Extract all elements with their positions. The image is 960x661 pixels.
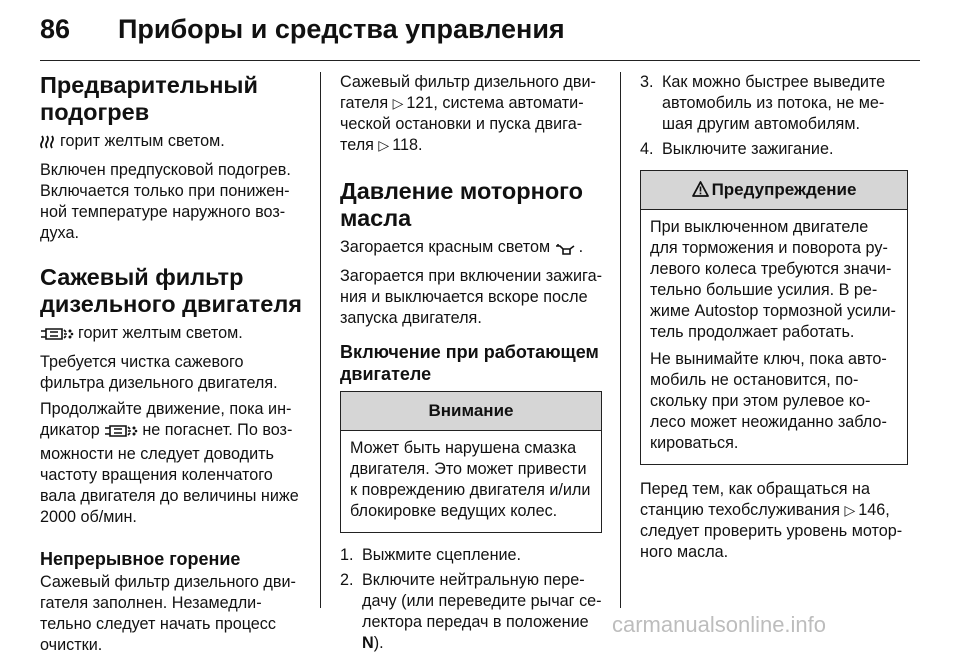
page-number: 86 bbox=[40, 14, 71, 44]
section-continuous bbox=[40, 548, 302, 656]
diesel-particulate-filter-icon bbox=[104, 423, 138, 444]
warning-title: Предупреждение bbox=[711, 180, 857, 199]
column-left bbox=[40, 72, 302, 661]
lamp-status: горит желтым светом. bbox=[40, 323, 302, 347]
list-item: 3. Как можно быстрее выведите автомобиль из потока, не ме- шая другим автомобилям. bbox=[640, 73, 886, 133]
warning-body: При выключенном двигателе для торможения и поворота ру- левого колеса требуются значи- тельно большие усилия. В ре- жиме Autostop тормозной усили- тель продолжает работать. Не вынимайте ключ, пока авто- мобиль не остановится, по- скольку при этом рулевое ко- лесо может неожиданно забло- кироваться. bbox=[650, 218, 896, 452]
section-subtitle: Включение при работающем двигателе bbox=[340, 342, 599, 384]
page-reference-icon: ▷ bbox=[844, 502, 856, 518]
warning-box bbox=[640, 170, 908, 465]
section-title: Сажевый фильтр дизельного двигателя bbox=[40, 264, 302, 317]
section-title: Давление моторного масла bbox=[340, 178, 584, 231]
paragraph: Перед тем, как обращаться на станцию техобслуживания ▷ 146, следует проверить уровень мотор- ного масла. bbox=[640, 480, 903, 561]
diesel-particulate-filter-icon bbox=[40, 326, 74, 347]
glow-plug-icon bbox=[40, 134, 56, 155]
column-middle bbox=[340, 72, 602, 658]
page-title: Приборы и средства управления bbox=[118, 14, 565, 44]
section-subtitle: Непрерывное горение bbox=[40, 549, 241, 569]
column-divider bbox=[320, 72, 321, 608]
list-item: 2. Включите нейтральную пере- дачу (или переведите рычаг се- лектора передач в положение N). bbox=[340, 571, 602, 652]
paragraph: Сажевый фильтр дизельного дви- гателя заполнен. Незамедли- тельно следует начать процесс очистки. bbox=[40, 573, 296, 654]
paragraph: Требуется чистка сажевого фильтра дизельного двигателя. bbox=[40, 353, 278, 392]
caution-title: Внимание bbox=[341, 392, 601, 431]
paragraph: Включен предпусковой подогрев. Включается только при понижен- ной температуре наружного воз- духа. bbox=[40, 161, 291, 242]
steps-list bbox=[340, 545, 602, 654]
paragraph: Загорается при включении зажига- ния и выключается вскоре после запуска двигателя. bbox=[340, 267, 602, 327]
paragraph: Продолжайте движение, пока ин- дикатор не погаснет. По воз- можности не следует доводить частоту вращения коленчатого вала двигателя до величины ниже 2000 об/мин. bbox=[40, 400, 299, 526]
section-dpf bbox=[40, 264, 302, 528]
caution-body: Может быть нарушена смазка двигателя. Это может привести к повреждению двигателя и/или блокировке ведущих колес. bbox=[350, 439, 591, 520]
lamp-status: горит желтым светом. bbox=[40, 131, 302, 155]
column-divider bbox=[620, 72, 621, 608]
page-reference-icon: ▷ bbox=[378, 137, 390, 153]
oil-pressure-icon bbox=[555, 240, 575, 261]
warning-header bbox=[641, 171, 907, 210]
page-reference[interactable]: 146 bbox=[858, 501, 886, 519]
lamp-status: Загорается красным светом . bbox=[340, 237, 602, 261]
page-header bbox=[40, 12, 920, 61]
warning-triangle-icon bbox=[692, 173, 709, 211]
section-preheating bbox=[40, 72, 302, 244]
section-title: Предварительный подогрев bbox=[40, 72, 258, 125]
column-right bbox=[640, 72, 908, 568]
caution-box bbox=[340, 391, 602, 533]
page-reference[interactable]: 118 bbox=[392, 136, 419, 154]
list-item: 1. Выжмите сцепление. bbox=[340, 546, 522, 564]
steps-list bbox=[640, 72, 908, 160]
page-reference-icon: ▷ bbox=[392, 95, 404, 111]
paragraph: Сажевый фильтр дизельного дви- гателя ▷ 121, система автомати- ческой остановки и пуска двига- теля ▷ 118. bbox=[340, 73, 596, 154]
watermark: carmanualsonline.info bbox=[612, 612, 827, 637]
list-item: 4. Выключите зажигание. bbox=[640, 140, 834, 158]
page-reference[interactable]: 121 bbox=[406, 94, 434, 112]
